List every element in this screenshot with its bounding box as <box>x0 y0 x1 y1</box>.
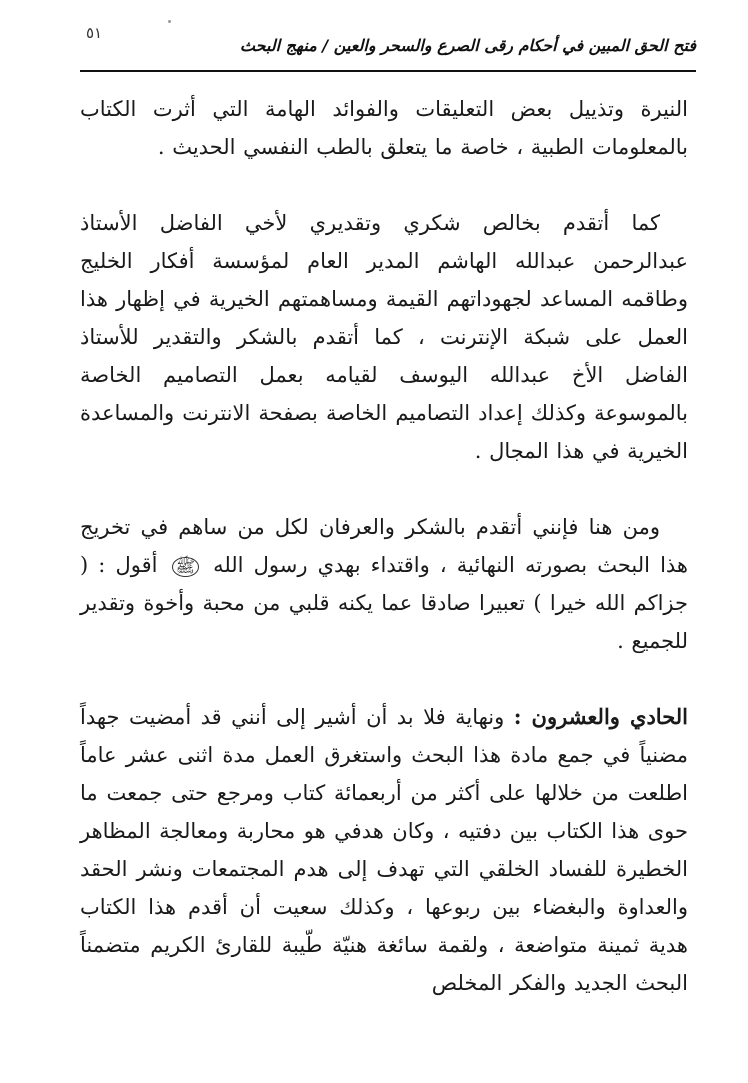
section-term: الحادي والعشرون : <box>513 704 688 729</box>
paragraph-4-text: ونهاية فلا بد أن أشير إلى أنني قد أمضيت جهداً مضنياً في جمع مادة هذا البحث واستغرق العمل مدة اثنى عشر عاماً اطلعت من خلالها على أكثر من أربعمائة كتاب ومرجع حتى جمعت ما حوى هذا الكتاب بين دفتيه ، وكان هدفي هو محاربة ومعالجة المظاهر الخطيرة للفساد الخلقي التي تهدف إلى هدم المجتمعات ونشر الحقد والعداوة والبغضاء بين ربوعها ، وكذلك سعيت أن أقدم هذا الكتاب هدية ثمينة متواضعة ، ولقمة سائغة هنيّة طّيبة للقارئ الكريم متضمناً البحث الجديد والفكر المخلص <box>80 705 689 995</box>
paragraph-1 <box>80 90 688 166</box>
paragraph-3 <box>80 508 688 660</box>
paragraph-3-text-after: أقول : ( جزاكم الله خيرا ) تعبيرا صادقا عما يكنه قلبي من محبة وأخوة وتقدير للجميع . <box>80 553 688 653</box>
paragraph-4 <box>80 698 688 1002</box>
paragraph-2 <box>80 204 688 470</box>
paragraph-2-text: كما أتقدم بخالص شكري وتقديري لأخي الفاضل الأستاذ عبدالرحمن عبدالله الهاشم المدير العام لمؤسسة أفكار الخليج وطاقمه المساعد لجهوداتهم القيمة ومساهمتهم الخيرية في إظهار هذا العمل على شبكة الإنترنت ، كما أتقدم بالشكر والتقدير للأستاذ الفاضل الأخ عبدالله اليوسف لقيامه بعمل التصاميم الخاصة بالموسوعة وكذلك إعداد التصاميم الخاصة بصفحة الانترنت والمساعدة الخيرية في هذا المجال . <box>80 211 689 463</box>
page-number: ٥١ <box>86 24 103 42</box>
salutation-glyph: ﷺ <box>172 557 199 577</box>
header-rule <box>80 70 696 72</box>
paragraph-3-text-before: ومن هنا فإنني أتقدم بالشكر والعرفان لكل من ساهم في تخريج هذا البحث بصورته النهائية ، واقتداء بهدي رسول الله <box>80 515 689 577</box>
running-header: فتح الحق المبين في أحكام رقى الصرع والسحر والعين / منهج البحث <box>239 36 696 55</box>
body-text <box>80 90 688 1002</box>
paragraph-1-text: النيرة وتذييل بعض التعليقات والفوائد الهامة التي أثرت الكتاب بالمعلومات الطبية ، خاصة ما يتعلق بالطب النفسي الحديث . <box>80 97 688 159</box>
scan-speck <box>168 20 171 23</box>
